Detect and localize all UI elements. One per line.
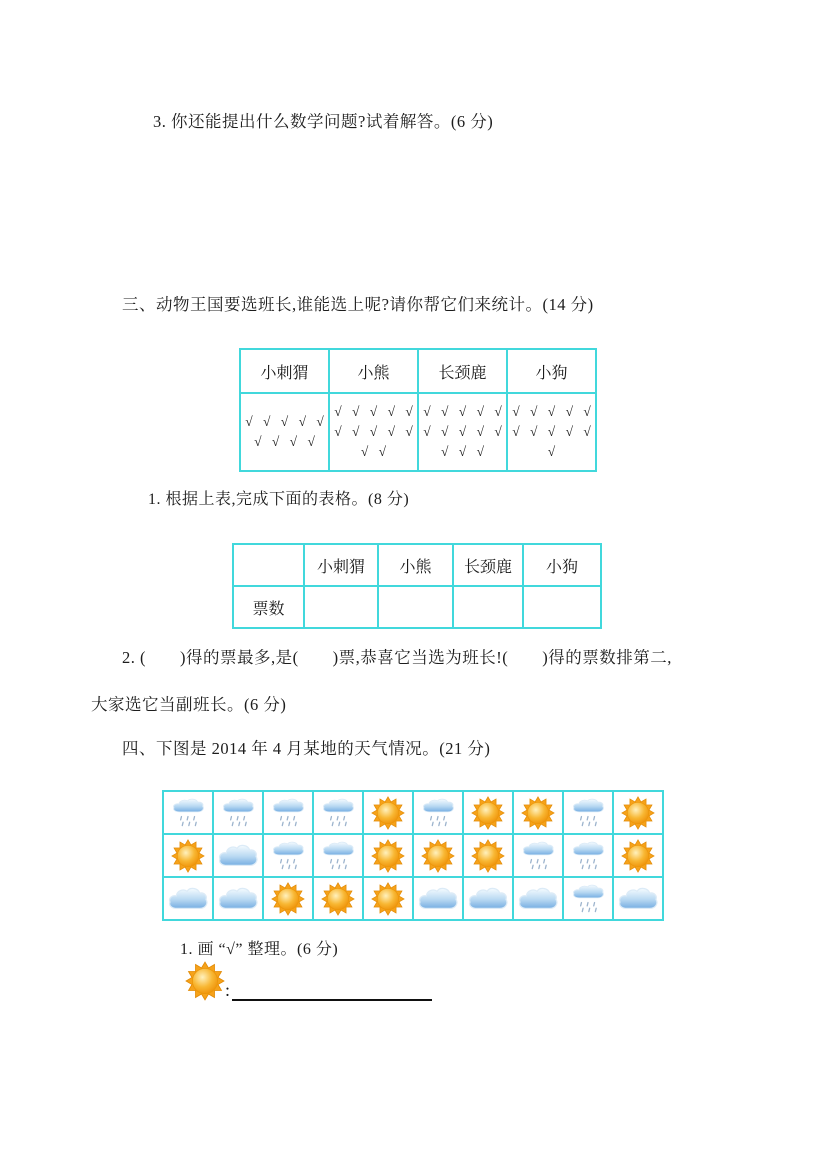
tally-line: √ √ √ √ √	[512, 404, 591, 419]
tally-header-row	[240, 349, 596, 393]
weather-cell	[613, 791, 663, 834]
tally-header-cell: 小狗	[507, 349, 596, 393]
sun-icon	[621, 796, 655, 830]
tally-header-cell: 小熊	[329, 349, 418, 393]
weather-cell	[363, 834, 413, 877]
weather-cell	[163, 791, 213, 834]
tally-line: √ √ √ √ √	[512, 424, 591, 439]
rain-icon	[570, 882, 606, 915]
sun-icon	[471, 796, 505, 830]
cloud-icon	[418, 885, 458, 912]
weather-grid	[162, 790, 664, 921]
weather-cell	[163, 877, 213, 920]
weather-cell	[513, 834, 563, 877]
rain-icon	[420, 796, 456, 829]
section3-question2-line2: 大家选它当副班长。(6 分)	[91, 695, 287, 714]
sun-icon	[521, 796, 555, 830]
section3-question1: 1. 根据上表,完成下面的表格。(8 分)	[148, 491, 410, 508]
rain-icon	[320, 839, 356, 872]
rain-icon	[170, 796, 206, 829]
sun-icon	[185, 961, 225, 1001]
rain-icon	[220, 796, 256, 829]
tally-table	[239, 348, 597, 472]
weather-cell	[213, 834, 263, 877]
rain-icon	[270, 796, 306, 829]
question-3-text: 3. 你还能提出什么数学问题?试着解答。(6 分)	[153, 112, 494, 131]
cloud-icon	[168, 885, 208, 912]
tally-line: √ √ √ √ √	[334, 424, 413, 439]
sun-icon	[371, 839, 405, 873]
tally-header-cell: 长颈鹿	[418, 349, 507, 393]
weather-cell	[213, 877, 263, 920]
weather-cell	[613, 834, 663, 877]
tally-line: √ √ √ √ √	[423, 424, 502, 439]
weather-row	[163, 834, 663, 877]
sun-icon	[371, 796, 405, 830]
answer-colon: :	[225, 980, 231, 1000]
sun-icon	[171, 839, 205, 873]
sun-icon	[621, 839, 655, 873]
tally-marks-cell	[240, 393, 329, 471]
tally-line: √ √ √ √	[254, 434, 315, 449]
tally-marks-cell	[329, 393, 418, 471]
cloud-icon	[218, 885, 258, 912]
sun-icon	[421, 839, 455, 873]
weather-cell	[463, 877, 513, 920]
votes-header-cell: 小熊	[378, 544, 453, 586]
sun-count-answer-blank[interactable]	[232, 965, 432, 1001]
votes-header-row	[233, 544, 601, 586]
votes-value-cell[interactable]	[523, 586, 601, 628]
weather-cell	[563, 791, 613, 834]
cloud-icon	[618, 885, 658, 912]
cloud-icon	[218, 842, 258, 869]
weather-row	[163, 791, 663, 834]
weather-cell	[563, 877, 613, 920]
tally-line: √ √	[360, 444, 387, 459]
tally-marks-cell	[418, 393, 507, 471]
votes-corner-cell	[233, 544, 304, 586]
sun-icon	[371, 882, 405, 916]
rain-icon	[270, 839, 306, 872]
votes-header-cell: 长颈鹿	[453, 544, 523, 586]
weather-cell	[463, 791, 513, 834]
section4-question1: 1. 画 “√” 整理。(6 分)	[180, 941, 339, 958]
tally-line: √	[547, 444, 556, 459]
tally-marks-row	[240, 393, 596, 471]
votes-value-row	[233, 586, 601, 628]
section4-title: 四、下图是 2014 年 4 月某地的天气情况。(21 分)	[122, 739, 491, 758]
cloud-icon	[518, 885, 558, 912]
weather-cell	[163, 834, 213, 877]
weather-cell	[463, 834, 513, 877]
section3-question2-line1: 2. ( )得的票最多,是( )票,恭喜它当选为班长!( )得的票数排第二,	[122, 648, 672, 667]
votes-table	[232, 543, 602, 629]
sun-answer-row	[185, 961, 432, 1001]
weather-cell	[613, 877, 663, 920]
rain-icon	[520, 839, 556, 872]
weather-cell	[563, 834, 613, 877]
votes-value-cell[interactable]	[453, 586, 523, 628]
section3-title: 三、动物王国要选班长,谁能选上呢?请你帮它们来统计。(14 分)	[122, 295, 594, 314]
sun-icon	[271, 882, 305, 916]
weather-cell	[213, 791, 263, 834]
weather-cell	[313, 834, 363, 877]
weather-cell	[263, 834, 313, 877]
votes-value-cell[interactable]	[378, 586, 453, 628]
cloud-icon	[468, 885, 508, 912]
weather-cell	[413, 791, 463, 834]
votes-value-cell[interactable]	[304, 586, 378, 628]
weather-cell	[263, 791, 313, 834]
votes-header-cell: 小刺猬	[304, 544, 378, 586]
weather-cell	[513, 791, 563, 834]
sun-icon	[471, 839, 505, 873]
votes-header-cell: 小狗	[523, 544, 601, 586]
rain-icon	[570, 839, 606, 872]
weather-cell	[413, 877, 463, 920]
sun-icon	[321, 882, 355, 916]
votes-row-label: 票数	[233, 586, 304, 628]
rain-icon	[320, 796, 356, 829]
weather-row	[163, 877, 663, 920]
weather-cell	[513, 877, 563, 920]
tally-line: √ √ √ √ √	[245, 414, 324, 429]
weather-cell	[313, 877, 363, 920]
tally-line: √ √ √ √ √	[334, 404, 413, 419]
weather-cell	[313, 791, 363, 834]
tally-line: √ √ √ √ √	[423, 404, 502, 419]
rain-icon	[570, 796, 606, 829]
tally-marks-cell	[507, 393, 596, 471]
weather-cell	[363, 791, 413, 834]
tally-line: √ √ √	[441, 444, 484, 459]
weather-cell	[413, 834, 463, 877]
tally-header-cell: 小刺猬	[240, 349, 329, 393]
weather-cell	[363, 877, 413, 920]
weather-cell	[263, 877, 313, 920]
